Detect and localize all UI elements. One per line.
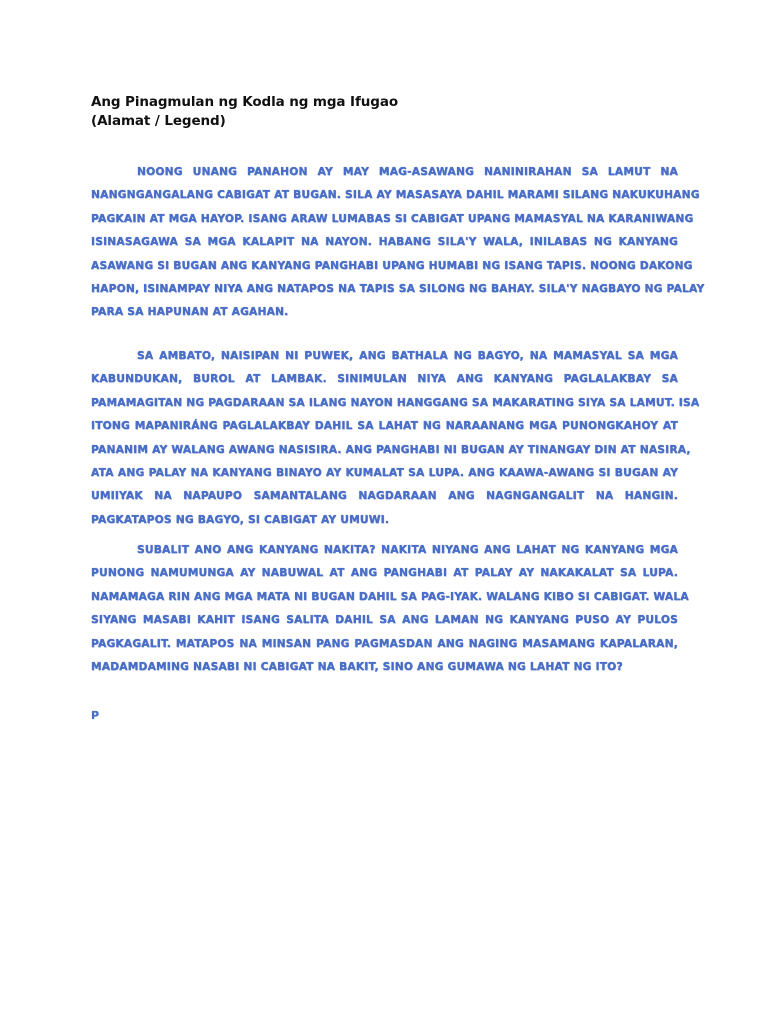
document-title: Ang Pinagmulan ng Kodla ng mga Ifugao — [91, 94, 398, 110]
document-subtitle: (Alamat / Legend) — [91, 113, 226, 129]
paragraph-line: HAPON, ISINAMPAY NIYA ANG NATAPOS NA TAPIS SA SILONG NG BAHAY. SILA'Y NAGBAYO NG PALAY — [91, 282, 705, 295]
paragraph-line: SIYANG MASABI KAHIT ISANG SALITA DAHIL SA ANG LAMAN NG KANYANG PUSO AY PULOS — [91, 614, 678, 627]
paragraph-line: PAMAMAGITAN NG PAGDARAAN SA ILANG NAYON HANGGANG SA MAKARATING SIYA SA LAMUT. ISA — [91, 396, 700, 409]
paragraph-line: PAGKAGALIT. MATAPOS NA MINSAN PANG PAGMASDAN ANG NAGING MASAMANG KAPALARAN, — [91, 637, 678, 650]
paragraph-line: ITONG MAPANIRÁNG PAGLALAKBAY DAHIL SA LAHAT NG NARAANANG MGA PUNONGKAHOY AT — [91, 420, 678, 433]
paragraph-line: NAMAMAGA RIN ANG MGA MATA NI BUGAN DAHIL SA PAG-IYAK. WALANG KIBO SI CABIGAT. WALA — [91, 590, 689, 603]
paragraph-line: PUNONG NAMUMUNGA AY NABUWAL AT ANG PANGHABI AT PALAY AY NAKAKALAT SA LUPA. — [91, 567, 678, 580]
paragraph-3 — [91, 539, 689, 679]
paragraph-line: PANANIM AY WALANG AWANG NASISIRA. ANG PANGHABI NI BUGAN AY TINANGAY DIN AT NASIRA, — [91, 443, 691, 456]
paragraph-line: PARA SA HAPUNAN AT AGAHAN. — [91, 306, 289, 319]
paragraph-line: PAGKAIN AT MGA HAYOP. ISANG ARAW LUMABAS SI CABIGAT UPANG MAMASYAL NA KARANIWANG — [91, 212, 694, 225]
paragraph-line: MADAMDAMING NASABI NI CABIGAT NA BAKIT, SINO ANG GUMAWA NG LAHAT NG ITO? — [91, 660, 623, 673]
paragraph-2 — [91, 345, 700, 532]
paragraph-line: NANGNGANGALANG CABIGAT AT BUGAN. SILA AY MASASAYA DAHIL MARAMI SILANG NAKUKUHANG — [91, 189, 700, 202]
paragraph-line: NOONG UNANG PANAHON AY MAY MAG-ASAWANG NANINIRAHAN SA LAMUT NA — [137, 166, 678, 178]
paragraph-line: KABUNDUKAN, BUROL AT LAMBAK. SINIMULAN NIYA ANG KANYANG PAGLALAKBAY SA — [91, 373, 678, 386]
paragraph-line: ATA ANG PALAY NA KANYANG BINAYO AY KUMALAT SA LUPA. ANG KAAWA-AWANG SI BUGAN AY — [91, 466, 678, 479]
paragraph-1 — [91, 161, 705, 325]
paragraph-line: SA AMBATO, NAISIPAN NI PUWEK, ANG BATHALA NG BAGYO, NA MAMASYAL SA MGA — [137, 350, 678, 362]
trailing-mark: P — [91, 709, 100, 722]
paragraph-line: UMIIYAK NA NAPAUPO SAMANTALANG NAGDARAAN ANG NAGNGANGALIT NA HANGIN. — [91, 490, 678, 503]
paragraph-line: SUBALIT ANO ANG KANYANG NAKITA? NAKITA NIYANG ANG LAHAT NG KANYANG MGA — [137, 544, 678, 556]
paragraph-line: ISINASAGAWA SA MGA KALAPIT NA NAYON. HABANG SILA'Y WALA, INILABAS NG KANYANG — [91, 236, 678, 249]
title-block — [91, 93, 398, 131]
paragraph-line: PAGKATAPOS NG BAGYO, SI CABIGAT AY UMUWI. — [91, 513, 390, 526]
paragraph-line: ASAWANG SI BUGAN ANG KANYANG PANGHABI UPANG HUMABI NG ISANG TAPIS. NOONG DAKONG — [91, 259, 693, 272]
